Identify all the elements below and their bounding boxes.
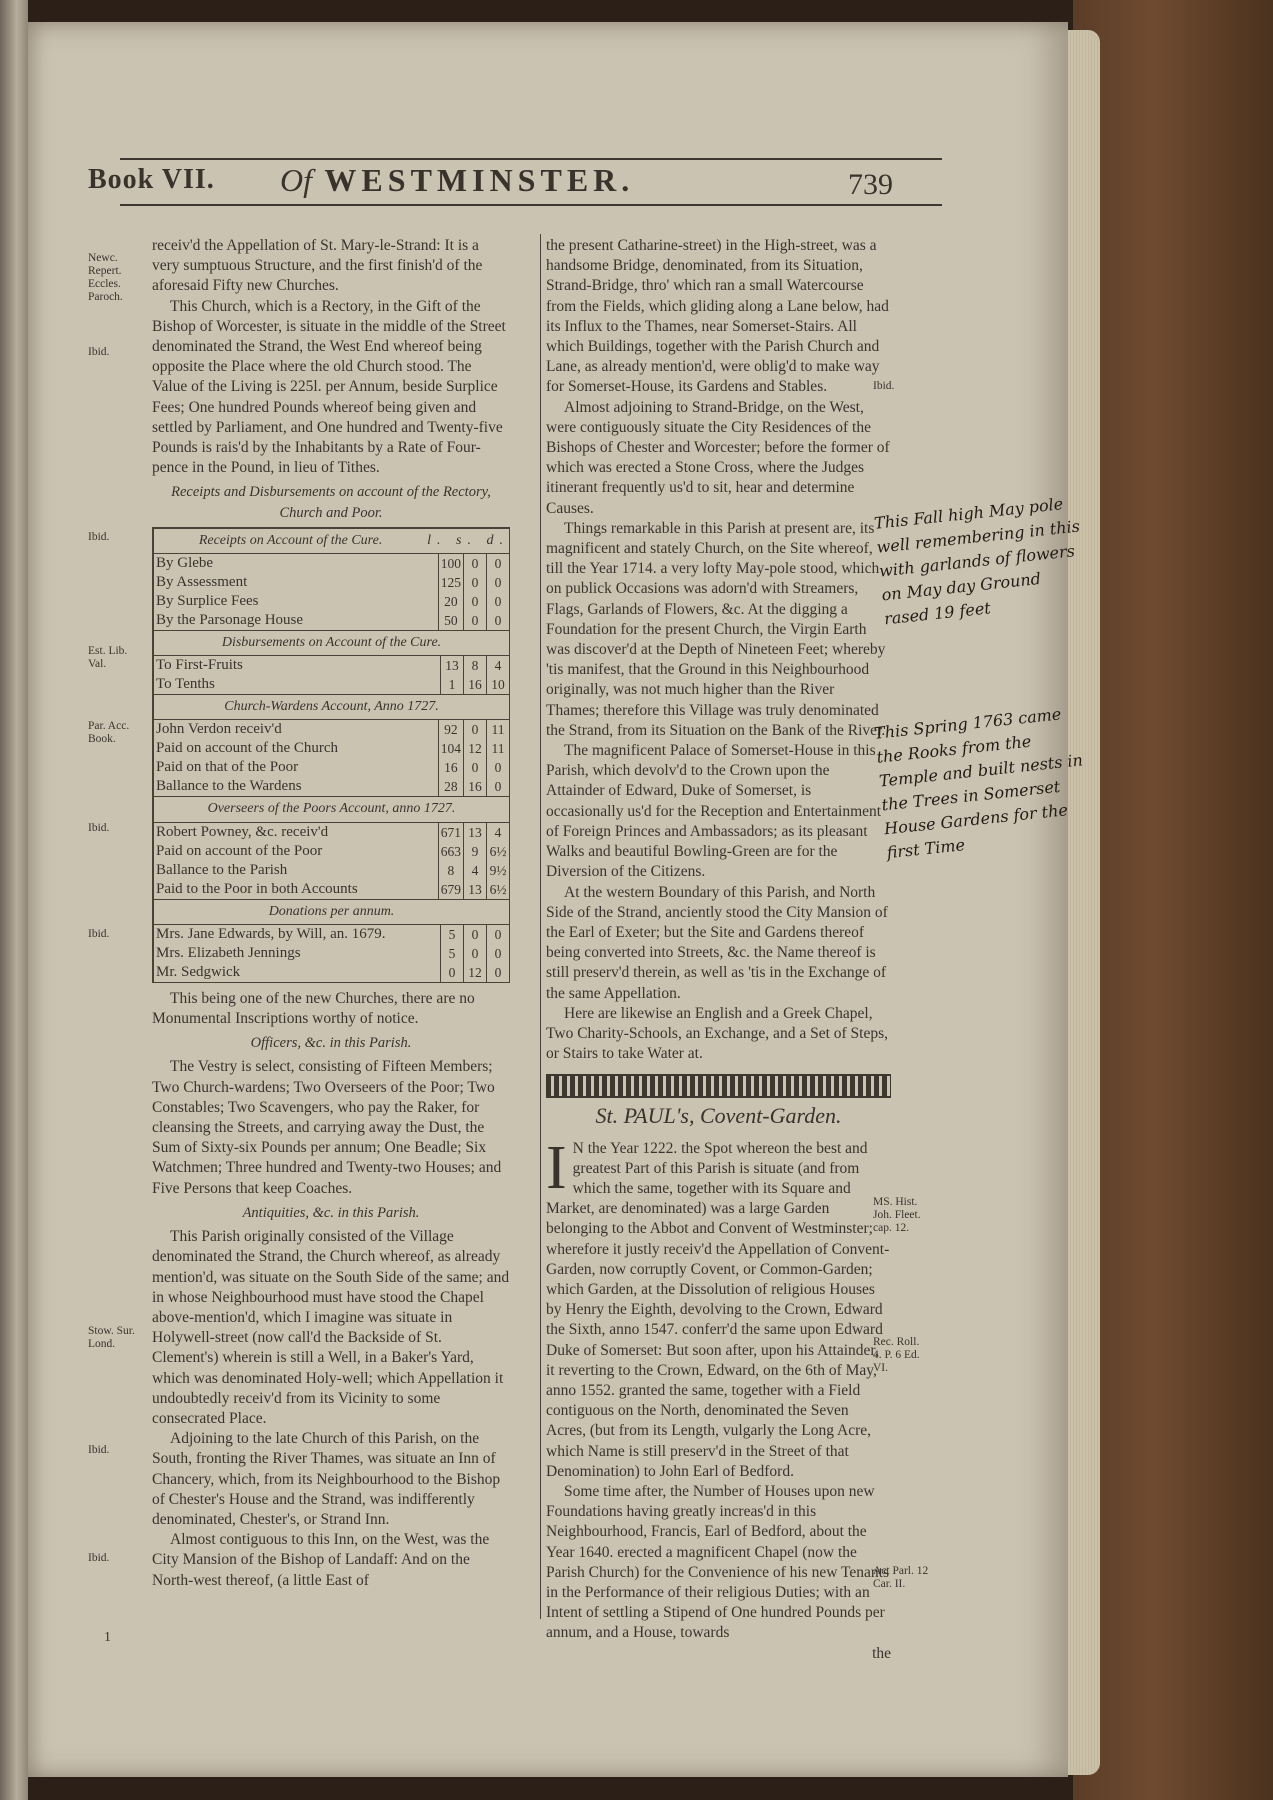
donations-heading: Donations per annum. — [154, 899, 509, 925]
account-item: By Surplice Fees — [156, 593, 259, 610]
right-paragraph-7: N the Year 1222. the Spot whereon the best and greatest Part of this Parish is situate (and from which the same, together with its Square and Market, are denominated) was a large Garden belonging to the Abbot and Convent of Westminster; wherefore it justly receiv'd the Appellation of Convent-Garden, now corruptly Covent, or Common-Garden; which Garden, at the Dissolution of religious Houses by Henry the Eighth, devolving to the Crown, Edward the Sixth, anno 1547. conferr'd the same upon Edward Duke of Somerset: But soon after, upon his Attainder, it reverting to the Crown, Edward, on the 6th of May, anno 1552. granted the same, together with a Field contiguous on the North, denominated the Seven Acres, (but from its Length, vulgarly the Long Acre, which Name is still preserv'd in the Street of that Denomination) to John Earl of Bedford. — [546, 1139, 890, 1480]
amount-shillings: 8 — [464, 656, 487, 675]
account-item: Mrs. Jane Edwards, by Will, an. 1679. — [156, 925, 386, 942]
accounts-box — [152, 527, 510, 983]
account-item: By the Parsonage House — [156, 612, 304, 629]
amount-shillings: 12 — [464, 963, 487, 982]
antiquities-title: Antiquities, &c. in this Parish. — [242, 1204, 420, 1221]
officers-title: Officers, &c. in this Parish. — [250, 1035, 412, 1052]
amount-pounds: 125 — [438, 573, 463, 592]
margin-note: Ibid. — [88, 531, 110, 543]
amount-pence: 0 — [487, 925, 510, 944]
pence-col-head: d. — [486, 532, 509, 548]
margin-note: Ibid. — [873, 380, 895, 392]
cure-receipts-heading-text: Receipts on Account of the Cure. — [198, 532, 383, 548]
amount-pounds: 0 — [441, 963, 464, 982]
amount-pounds: 16 — [438, 758, 463, 777]
account-row — [154, 592, 509, 611]
amount-pounds: 104 — [438, 739, 463, 758]
account-item: By Assessment — [156, 574, 248, 591]
account-item: By Glebe — [156, 555, 214, 572]
account-row — [154, 675, 509, 694]
margin-note: Ibid. — [88, 822, 110, 834]
cure-disb-table — [154, 656, 509, 694]
running-title-main: WESTMINSTER. — [324, 162, 635, 198]
amount-pence: 0 — [487, 944, 510, 963]
amount-pence: 6½ — [487, 880, 510, 899]
cure-disb-heading: Disbursements on Account of the Cure. — [154, 630, 509, 656]
antiquities-paragraph-1: This Parish originally consisted of the Village denominated the Strand, the Church whereof, as already mention'd, was situate on the South Side of the same; and in whose Neighbourhood must have stood the Chapel above-mention'd, which I imagine was situate in Holywell-street (now call'd the Backside of St. Clement's) wherein is still a Well, in a Baker's Yard, which was denominated Holy-well; which Appellation it undoubtedly receiv'd from its Vicinity to some consecrated Place. — [152, 1228, 510, 1427]
cure-receipts-heading — [154, 528, 509, 554]
signature-mark: 1 — [104, 1630, 111, 1645]
margin-note: Newc. Repert. Eccles. Paroch. — [88, 252, 123, 303]
account-row — [154, 944, 509, 963]
right-paragraph-1: the present Catharine-street) in the High-street, was a handsome Bridge, denominated, from its Situation, Strand-Bridge, thro' which ran a small Watercourse from the Fields, which gliding along a Lane below, had its Influx to the Thames, near Somerset-Stairs. All which Buildings, together with the Parish Church and Lane, as already mention'd, were oblig'd to make way for Somerset-House, its Gardens and Stables. — [546, 237, 889, 396]
amount-pounds: 5 — [441, 925, 464, 944]
amount-pounds: 671 — [438, 823, 463, 842]
account-item: Paid on that of the Poor — [156, 759, 299, 776]
amount-pounds: 92 — [438, 720, 463, 739]
amount-pence: 9½ — [487, 861, 510, 880]
amount-shillings: 0 — [464, 944, 487, 963]
account-item: Paid on account of the Church — [156, 740, 339, 757]
amount-pounds: 20 — [438, 592, 463, 611]
facing-page-edge — [0, 0, 28, 1800]
amount-pence: 0 — [487, 573, 510, 592]
amount-pence: 0 — [487, 592, 510, 611]
account-row — [154, 861, 509, 880]
account-row — [154, 611, 509, 630]
amount-pence: 0 — [487, 963, 510, 982]
rectory-paragraph: This Church, which is a Rectory, in the Gift of the Bishop of Worcester, is situate in the middle of the Street denominated the Strand, the West End whereof being opposite the Place where the old Church stood. The Value of the Living is 225l. per Annum, beside Surplice Fees; One hundred Pounds whereof being given and settled by Parliament, and One hundred and Twenty-five Pounds is rais'd by the Inhabitants by a Rate of Four-pence in the Pound, in lieu of Tithes. — [152, 297, 506, 477]
amount-pence: 11 — [487, 720, 510, 739]
amount-pence: 6½ — [487, 842, 510, 861]
account-row — [154, 963, 509, 982]
amount-shillings: 0 — [464, 611, 487, 630]
account-row — [154, 656, 509, 675]
margin-note: Act Parl. 12 Car. II. — [873, 1565, 929, 1590]
amount-pounds: 50 — [438, 611, 463, 630]
amount-shillings: 0 — [464, 758, 487, 777]
amount-shillings: 0 — [464, 592, 487, 611]
account-row — [154, 880, 509, 899]
right-paragraph-5: At the western Boundary of this Parish, and North Side of the Strand, anciently stood the City Mansion of the Earl of Exeter; but the Site and Gardens thereof being converted into Streets, &c. the Name thereof is still preserv'd therein, as well as 'tis in the Exchange of the same Appellation. — [546, 883, 888, 1002]
amount-shillings: 13 — [464, 880, 487, 899]
margin-note: Ibid. — [88, 1552, 110, 1564]
amount-pounds: 28 — [438, 777, 463, 796]
amount-shillings: 16 — [464, 777, 487, 796]
account-item: Mr. Sedgwick — [156, 963, 241, 980]
running-title — [280, 162, 634, 199]
amount-shillings: 0 — [464, 554, 487, 573]
amount-pence: 0 — [487, 554, 510, 573]
section-title-st-pauls: St. PAUL's, Covent-Garden. — [595, 1103, 842, 1129]
running-title-prefix: Of — [280, 162, 312, 198]
column-divider — [540, 234, 541, 1619]
wardens-heading: Church-Wardens Account, Anno 1727. — [154, 694, 509, 720]
right-paragraph-3: Things remarkable in this Parish at present are, its magnificent and stately Church, on the Site whereof, till the Year 1714. a very lofty May-pole stood, which on publick Occasions was adorn'd with Streamers, Flags, Garlands of Flowers, &c. At the digging a Foundation for the present Church, the Virgin Earth was discover'd at the Depth of Nineteen Feet; whereby 'tis manifest, that the Ground in this Neighbourhood originally, was not much higher than the River Thames; therefore this Village was truly denominated the Strand, from its Situation on the Bank of the River. — [546, 519, 886, 739]
amount-shillings: 12 — [464, 739, 487, 758]
amount-pounds: 663 — [438, 842, 463, 861]
account-item: To Tenths — [156, 676, 215, 693]
amount-pounds: 100 — [438, 554, 463, 573]
handwritten-note-rooks: This Spring 1763 came the Rooks from the Temple and built nests in the Trees in Somerset House Gardens for the first Time — [873, 704, 1084, 863]
pounds-col-head: l. — [427, 532, 447, 548]
amount-pounds: 1 — [441, 675, 464, 694]
margin-note: Rec. Roll. 4. P. 6 Ed. VI. — [873, 1336, 920, 1374]
amount-shillings: 16 — [464, 675, 487, 694]
account-item: Robert Powney, &c. receiv'd — [156, 823, 329, 840]
intro-paragraph: receiv'd the Appellation of St. Mary-le-Strand: It is a very sumptuous Structure, and the first finish'd of the aforesaid Fifty new Churches. — [152, 237, 483, 295]
book-cover — [1073, 0, 1273, 1800]
account-row — [154, 554, 509, 573]
amount-pence: 10 — [487, 675, 510, 694]
account-row — [154, 573, 509, 592]
amount-shillings: 0 — [464, 925, 487, 944]
book-page — [28, 22, 1084, 1777]
right-paragraph-2: Almost adjoining to Strand-Bridge, on the West, were contiguously situate the City Residences of the Bishops of Chester and Worcester; before the former of which was erected a Stone Cross, where the Judges itinerant frequently us'd to sit, hear and determine Causes. — [546, 398, 890, 517]
receipts-title: Receipts and Disbursements on account of the Rectory, Church and Poor. — [171, 484, 491, 521]
header-rule-bottom — [120, 204, 942, 206]
account-row — [154, 823, 509, 842]
account-item: Mrs. Elizabeth Jennings — [156, 944, 301, 961]
right-paragraph-4: The magnificent Palace of Somerset-House in this Parish, which devolv'd to the Crown upon the Attainder of Edward, Duke of Somerset, is occasionally us'd for the Reception and Entertainment of Foreign Princes and Ambassadors; as its pleasant Walks and beautiful Bowling-Green are for the Diversion of the Citizens. — [546, 742, 882, 881]
account-row — [154, 739, 509, 758]
amount-pence: 11 — [487, 739, 510, 758]
amount-shillings: 9 — [464, 842, 487, 861]
account-item: John Verdon receiv'd — [156, 721, 282, 738]
account-item: To First-Fruits — [156, 657, 243, 674]
right-paragraph-6: Here are likewise an English and a Greek Chapel, Two Charity-Schools, an Exchange, and a Set of Steps, or Stairs to take Water at. — [546, 1004, 888, 1063]
ornamental-rule — [546, 1074, 891, 1098]
officers-paragraph: The Vestry is select, consisting of Fifteen Members; Two Church-wardens; Two Overseers of the Poor; Two Constables; Two Scavengers, who pay the Raker, for cleansing the Streets, and carrying away the Dust, the Sum of Sixty-six Pounds per annum; One Beadle; Six Watchmen; Three hundred and Twenty-two Houses; and Five Persons that keep Coaches. — [152, 1058, 502, 1197]
amount-pounds: 8 — [438, 861, 463, 880]
amount-pence: 0 — [487, 758, 510, 777]
catchword: the — [872, 1644, 891, 1662]
shillings-col-head: s. — [456, 532, 477, 548]
header-rule-top — [120, 158, 942, 160]
account-row — [154, 720, 509, 739]
amount-shillings: 4 — [464, 861, 487, 880]
amount-pence: 4 — [487, 823, 510, 842]
account-item: Paid to the Poor in both Accounts — [156, 880, 358, 897]
account-item: Ballance to the Parish — [156, 861, 288, 878]
amount-shillings: 13 — [464, 823, 487, 842]
wardens-table — [154, 720, 509, 796]
account-row — [154, 842, 509, 861]
amount-pence: 0 — [487, 611, 510, 630]
margin-note: Est. Lib. Val. — [88, 645, 128, 670]
amount-pounds: 13 — [441, 656, 464, 675]
account-row — [154, 777, 509, 796]
margin-note: Par. Acc. Book. — [88, 720, 130, 745]
account-item: Ballance to the Wardens — [156, 778, 302, 795]
donations-table — [154, 925, 509, 982]
account-row — [154, 758, 509, 777]
account-item: Paid on account of the Poor — [156, 842, 323, 859]
overseers-heading: Overseers of the Poors Account, anno 1727. — [154, 796, 509, 822]
margin-note: Ibid. — [88, 928, 110, 940]
page-number: 739 — [848, 168, 893, 201]
right-paragraph-8: Some time after, the Number of Houses upon new Foundations having greatly increas'd in this Neighbourhood, Francis, Earl of Bedford, about the Year 1640. erected a magnificent Chapel (now the Parish Church) for the Convenience of his new Tenants in the Performance of their religious Duties; with an Intent of settling a Stipend of One hundred Pounds per annum, and a House, towards — [546, 1482, 889, 1642]
amount-shillings: 0 — [464, 720, 487, 739]
amount-pence: 4 — [487, 656, 510, 675]
margin-note: Ibid. — [88, 1444, 110, 1456]
antiquities-paragraph-2: Adjoining to the late Church of this Parish, on the South, fronting the River Thames, was situate an Inn of Chancery, which, from its Neighbourhood to the Bishop of Chester's House and the Strand, was indifferently denominated, Chester's, or Strand Inn. — [152, 1430, 501, 1528]
margin-note: MS. Hist. Joh. Fleet. cap. 12. — [873, 1196, 921, 1234]
left-column — [152, 236, 510, 1591]
money-columns — [427, 531, 509, 551]
overseers-table — [154, 823, 509, 899]
account-row — [154, 925, 509, 944]
cure-receipts-table — [154, 554, 509, 630]
amount-pence: 0 — [487, 777, 510, 796]
right-column — [546, 236, 891, 1664]
amount-pounds: 5 — [441, 944, 464, 963]
amount-pounds: 679 — [438, 880, 463, 899]
book-number: Book VII. — [88, 164, 215, 195]
amount-shillings: 0 — [464, 573, 487, 592]
drop-cap: I — [546, 1133, 567, 1202]
margin-note: Ibid. — [88, 346, 110, 358]
handwritten-note-maypole: This Fall high May pole well remembering in this with garlands of flowers on May day Ground rased 19 feet — [873, 494, 1081, 629]
monuments-paragraph: This being one of the new Churches, there are no Monumental Inscriptions worthy of notice. — [152, 989, 475, 1028]
antiquities-paragraph-3: Almost contiguous to this Inn, on the West, was the City Mansion of the Bishop of Landaff: And on the North-west thereof, (a little East of — [152, 1531, 490, 1589]
margin-note: Stow. Sur. Lond. — [88, 1325, 135, 1350]
